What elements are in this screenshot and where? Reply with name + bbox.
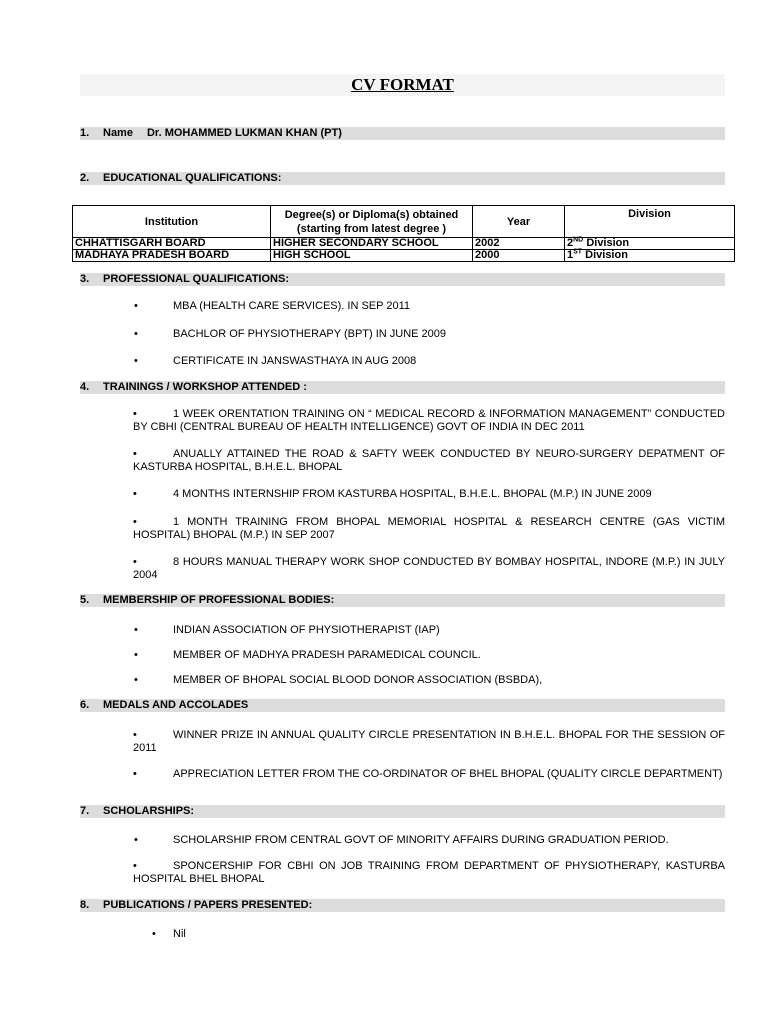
- division-text: Division: [586, 237, 630, 249]
- list-item-text: Nil: [173, 928, 186, 940]
- list-item-text: SPONCERSHIP FOR CBHI ON JOB TRAINING FROM DEPARTMENT OF PHYSIOTHERAPY, KASTURBA HOSPITAL BHEL BHOPAL: [133, 860, 725, 885]
- list-item-text: SCHOLARSHIP FROM CENTRAL GOVT OF MINORITY AFFAIRS DURING GRADUATION PERIOD.: [173, 834, 669, 846]
- bullet-icon: •: [133, 860, 137, 872]
- section-number: 3.: [80, 273, 90, 285]
- list-item-text: ANUALLY ATTAINED THE ROAD & SAFTY WEEK CONDUCTED BY NEURO-SURGERY DEPATMENT OF KASTURBA HOSPITAL, B.H.E.L. BHOPAL: [133, 448, 725, 473]
- bullet-icon: •: [133, 408, 137, 420]
- table-header-row: [73, 206, 735, 238]
- list-item-text: MEMBER OF MADHYA PRADESH PARAMEDICAL COUNCIL.: [173, 649, 481, 661]
- bullet-icon: •: [133, 768, 137, 780]
- bullet-icon: •: [133, 556, 137, 568]
- list-item: [133, 860, 725, 886]
- list-item: [134, 834, 669, 847]
- section-label: MEMBERSHIP OF PROFESSIONAL BODIES:: [103, 594, 335, 606]
- section-label: EDUCATIONAL QUALIFICATIONS:: [103, 172, 282, 184]
- list-item-text: 4 MONTHS INTERNSHIP FROM KASTURBA HOSPITAL, B.H.E.L. BHOPAL (M.P.) IN JUNE 2009: [173, 488, 652, 500]
- section-label: TRAININGS / WORKSHOP ATTENDED :: [103, 381, 307, 393]
- list-item: [133, 488, 725, 501]
- list-item-text: CERTIFICATE IN JANSWASTHAYA IN AUG 2008: [173, 355, 417, 367]
- section-label: Name: [103, 127, 133, 139]
- bullet-icon: •: [133, 729, 137, 741]
- section-label: PUBLICATIONS / PAPERS PRESENTED:: [103, 899, 313, 911]
- bullet-icon: •: [134, 328, 138, 340]
- cell-institution: MADHAYA PRADESH BOARD: [73, 250, 271, 262]
- table-row: [73, 238, 735, 250]
- header-year: Year: [473, 206, 565, 238]
- division-suffix: ND: [573, 236, 584, 244]
- section-label: SCHOLARSHIPS:: [103, 805, 195, 817]
- section-number: 5.: [80, 594, 90, 606]
- cell-division: [565, 250, 735, 262]
- section-number: 1.: [80, 127, 90, 139]
- education-table: [72, 205, 735, 262]
- list-item-text: MBA (HEALTH CARE SERVICES). IN SEP 2011: [173, 300, 410, 312]
- section-membership: [80, 594, 725, 607]
- list-item-text: 1 MONTH TRAINING FROM BHOPAL MEMORIAL HOSPITAL & RESEARCH CENTRE (GAS VICTIM HOSPITAL) BHOPAL (M.P.) IN SEP 2007: [133, 516, 725, 541]
- section-number: 4.: [80, 381, 90, 393]
- list-item: [152, 928, 186, 941]
- list-item-text: MEMBER OF BHOPAL SOCIAL BLOOD DONOR ASSOCIATION (BSBDA),: [173, 674, 543, 686]
- section-number: 7.: [80, 805, 90, 817]
- cell-year: 2000: [473, 250, 565, 262]
- section-trainings: [80, 381, 725, 394]
- list-item: [133, 516, 725, 542]
- header-degree-line2: (starting from latest degree ): [296, 222, 447, 235]
- division-number: 2: [567, 237, 574, 249]
- list-item: [134, 328, 446, 341]
- list-item: [133, 448, 725, 474]
- bullet-icon: •: [134, 624, 138, 636]
- cell-degree: HIGH SCHOOL: [271, 250, 473, 262]
- division-number: 1: [567, 249, 574, 261]
- header-degree: [271, 206, 473, 238]
- list-item: [134, 624, 440, 637]
- candidate-name: Dr. MOHAMMED LUKMAN KHAN (PT): [146, 127, 342, 139]
- section-label: MEDALS AND ACCOLADES: [103, 699, 249, 711]
- page-title-text: CV FORMAT: [351, 75, 454, 94]
- section-education: [80, 172, 725, 185]
- section-number: 8.: [80, 899, 90, 911]
- list-item-text: APPRECIATION LETTER FROM THE CO-ORDINATOR OF BHEL BHOPAL (QUALITY CIRCLE DEPARTMENT): [173, 768, 723, 780]
- section-professional: [80, 273, 725, 286]
- header-institution: Institution: [73, 206, 271, 238]
- bullet-icon: •: [134, 355, 138, 367]
- list-item-text: BACHLOR OF PHYSIOTHERAPY (BPT) IN JUNE 2009: [173, 328, 447, 340]
- bullet-icon: •: [152, 928, 156, 940]
- list-item: [133, 556, 725, 582]
- section-scholarships: [80, 805, 725, 818]
- bullet-icon: •: [133, 448, 137, 460]
- section-number: 6.: [80, 699, 90, 711]
- cell-division: [565, 238, 735, 250]
- list-item: [134, 649, 481, 662]
- list-item-text: 8 HOURS MANUAL THERAPY WORK SHOP CONDUCTED BY BOMBAY HOSPITAL, INDORE (M.P.) IN JULY 2004: [133, 556, 725, 581]
- division-suffix: ST: [573, 248, 583, 256]
- bullet-icon: •: [134, 649, 138, 661]
- cell-institution: CHHATTISGARH BOARD: [73, 238, 271, 250]
- cell-year: 2002: [473, 238, 565, 250]
- bullet-icon: •: [134, 834, 138, 846]
- list-item-text: INDIAN ASSOCIATION OF PHYSIOTHERAPIST (IAP): [173, 624, 440, 636]
- page-title: [80, 74, 725, 96]
- list-item: [134, 300, 410, 313]
- header-degree-line1: Degree(s) or Diploma(s) obtained: [284, 208, 459, 221]
- bullet-icon: •: [134, 300, 138, 312]
- bullet-icon: •: [133, 488, 137, 500]
- list-item-text: WINNER PRIZE IN ANNUAL QUALITY CIRCLE PRESENTATION IN B.H.E.L. BHOPAL FOR THE SESSION OF 2011: [133, 729, 725, 754]
- bullet-icon: •: [134, 674, 138, 686]
- section-medals: [80, 699, 725, 712]
- section-label: PROFESSIONAL QUALIFICATIONS:: [103, 273, 289, 285]
- division-text: Division: [585, 249, 628, 261]
- section-publications: [80, 899, 725, 912]
- cell-degree: HIGHER SECONDARY SCHOOL: [271, 238, 473, 250]
- list-item: [133, 408, 725, 434]
- list-item-text: 1 WEEK ORENTATION TRAINING ON “ MEDICAL RECORD & INFORMATION MANAGEMENT” CONDUCTED BY CBHI (CENTRAL BUREAU OF HEALTH INTELLIGENCE) GOVT OF INDIA IN DEC 2011: [133, 408, 725, 433]
- section-name: [80, 127, 725, 140]
- list-item: [134, 355, 416, 368]
- table-row: [73, 250, 735, 262]
- section-number: 2.: [80, 172, 90, 184]
- list-item: [134, 674, 542, 687]
- list-item: [133, 729, 725, 755]
- list-item: [133, 768, 725, 781]
- header-division: Division: [565, 206, 735, 238]
- bullet-icon: •: [133, 516, 137, 528]
